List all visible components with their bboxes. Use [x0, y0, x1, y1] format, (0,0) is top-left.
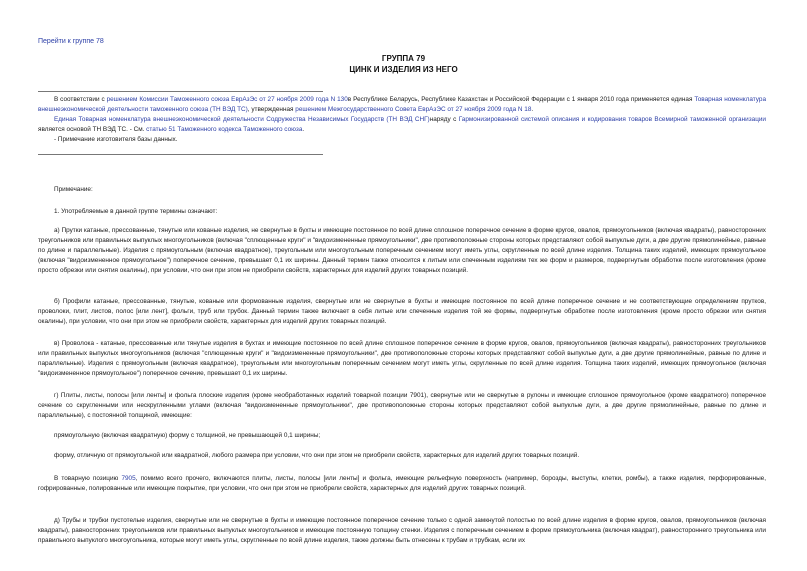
paragraph-g: г) Плиты, листы, полосы [или ленты] и фольга плоские изделия (кроме необработанных изделий товарной позиции 7901), свернутые или не свернутые в рулоны и имеющие сплошное прямоугольное (кроме квадратного) поперечное сечение со скругленными или нескругленными углами (включая "видоизмененные прямоугольники", две противоположные стороны которых представляют собой выпуклые дуги, а две другие прямолинейные, равные по длине и параллельные), с постоянной толщиной, имеющие: [38, 392, 766, 419]
tn-ved-sng-link[interactable]: Единая Товарная номенклатура внешнеэкономической деятельности Содружества Независимых Государств (ТН ВЭД СНГ) [54, 116, 430, 123]
group-subtitle: ЦИНК И ИЗДЕЛИЯ ИЗ НЕГО [349, 65, 458, 74]
paragraph-b: б) Профили катаные, прессованные, тянутые, кованые или формованные изделия, свернутые или не свернутые в бухты и имеющие постоянное по всей длине поперечное сечение и не соответствующие определениям прутков, проволоки, плит, листов, полос [или лент], фольги, труб или трубок. Данный термин также включает в себя литые или спеченные изделия той же формы, подвергнутые обработке после изготовления (кроме просто обрезки или снятия окалины), при условии, что они при этом не приобрели свойств, характерных для изделий других товарных позиций. [38, 298, 766, 325]
note-paragraph-2: Единая Товарная номенклатура внешнеэкономической деятельности Содружества Независимых Государств (ТН ВЭД СНГ)наряду с Гармонизированной системой описания и кодирования товаров Всемирной таможенной организации является основой ТН ВЭД ТС. - См. статью 51 Таможенного кодекса Таможенного союза. [38, 116, 766, 133]
paragraph-g1: прямоугольную (включая квадратную) форму с толщиной, не превышающей 0,1 ширины; [54, 432, 321, 439]
harmonized-system-link[interactable]: Гармонизированной системой описания и кодирования товаров Всемирной таможенной организации [458, 116, 766, 123]
paragraph-g2: форму, отличную от прямоугольной или квадратной, любого размера при условии, что они при этом не приобрели свойств, характерных для изделий других товарных позиций. [54, 452, 580, 459]
editor-note [38, 95, 766, 145]
paragraph-position: В товарную позицию 7905, помимо всего прочего, включаются плиты, листы, полосы [или ленты] и фольга, имеющие рельефную поверхность (например, борозды, выступы, клетки, ромбы), а также изделия, перфорированные, гофрированные, полированные или имеющие покрытие, при условии, что они при этом не приобрели свойств, характерных для изделий других товарных позиций. [38, 475, 766, 492]
tn-ved-ts-link[interactable]: Товарная номенклатура внешнеэкономической деятельности таможенного союза (ТН ВЭД ТС) [38, 96, 766, 113]
prev-group-link[interactable]: Перейти к группе 78 [38, 38, 104, 45]
paragraph-d: д) Трубы и трубки пустотелые изделия, свернутые или не свернутые в бухты и имеющие постоянное поперечное сечение только с одной замкнутой полостью по всей длине изделия в форме кругов, овалов, прямоугольников (включая квадраты), равносторонних треугольников или правильных выпуклых многоугольников и имеющие постоянную толщину стенки. Изделия с поперечным сечением в форме прямоугольника (включая квадрат), равностороннего треугольника или правильного выпуклого многоугольника, которые могут иметь углы, скругленные по всей длине изделия, также должны быть отнесены к трубам и трубкам, если их [38, 517, 766, 544]
note-paragraph-1: В соответствии с решением Комиссии Таможенного союза ЕврАзЭс от 27 ноября 2009 года N 130в Республике Беларусь, Республике Казахстан и Российской Федерации с 1 января 2010 года применяется единая Товарная номенклатура внешнеэкономической деятельности таможенного союза (ТН ВЭД ТС), утвержденная решением Межгосударственного Совета ЕврАзЭС от 27 ноября 2009 года N 18. [38, 96, 766, 113]
top-divider [38, 91, 323, 92]
paragraph-v: в) Проволока - катаные, прессованные или тянутые изделия в бухтах и имеющие постоянное по всей длине сплошное поперечное сечение в форме кругов, овалов, прямоугольников (включая квадраты), равносторонних треугольников или правильных выпуклых многоугольников (включая "сплющенные круги" и "видоизмененные прямоугольники", две противоположные стороны которых представляют собой выпуклые дуги, а две другие прямолинейные, равные по длине и параллельные). Изделия с прямоугольным (включая квадратное), треугольным или многоугольным поперечным сечением могут иметь углы, скругленные по всей длине изделия. Толщина таких изделий, имеющих прямоугольное (включая "видоизмененное прямоугольное") поперечное сечение, превышает 0,1 их ширины. [38, 340, 766, 377]
group-title: ГРУППА 79 [381, 54, 426, 63]
note-item-1: 1. Употребляемые в данной группе термины означают: [54, 208, 218, 215]
council-decision-link[interactable]: решением Межгосударственного Совета ЕврАзЭС от 27 ноября 2009 года N 18 [295, 106, 532, 113]
commission-decision-link[interactable]: решением Комиссии Таможенного союза ЕврАзЭс от 27 ноября 2009 года N 130 [106, 96, 348, 103]
note-paragraph-3: - Примечание изготовителя базы данных. [54, 136, 178, 143]
position-7905-link[interactable]: 7905 [121, 475, 136, 482]
bottom-divider [38, 154, 323, 155]
note-label: Примечание: [54, 186, 93, 193]
customs-code-link[interactable]: статью 51 Таможенного кодекса Таможенного союза [146, 126, 303, 133]
paragraph-a: а) Прутки катаные, прессованные, тянутые или кованые изделия, не свернутые в бухты и имеющие постоянное по всей длине сплошное поперечное сечение в форме кругов, овалов, прямоугольников (включая квадраты), равносторонних треугольников или правильных выпуклых многоугольников (включая "сплющенные круги" и "видоизмененные прямоугольники", две противоположные стороны которых представляют собой выпуклые дуги, а две другие прямолинейные, равные по длине и параллельные). Изделия с прямоугольным (включая квадратное), треугольным или многоугольным поперечным сечением могут иметь углы, скругленные по всей длине изделия. Толщина таких изделий, имеющих прямоугольное (включая "видоизмененное прямоугольное") поперечное сечение, превышает 0,1 их ширины. Данный термин также относится к литым или спеченным изделиям тех же форм и размеров, подвергнутым обработке после изготовления (кроме просто обрезки или снятия окалины), при условии, что они при этом не приобрели свойств, характерных для изделий других товарных позиций. [38, 227, 766, 274]
